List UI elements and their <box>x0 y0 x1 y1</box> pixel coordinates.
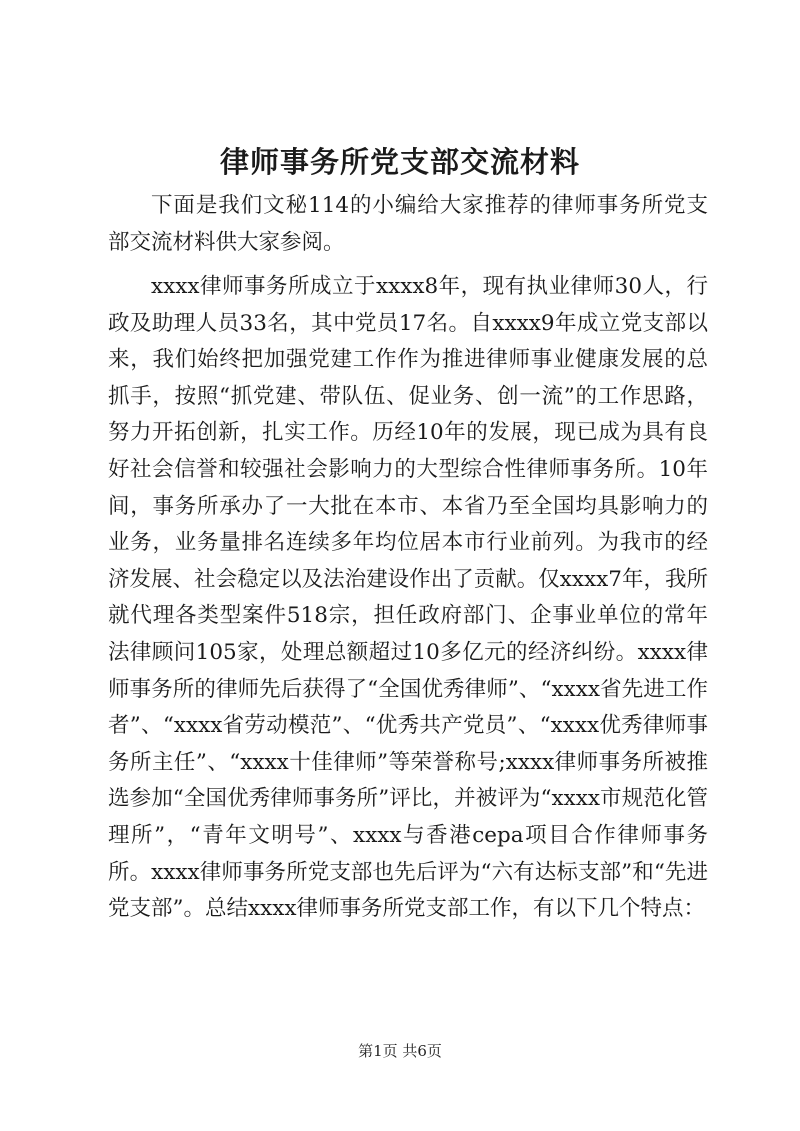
intro-paragraph-block <box>108 188 708 261</box>
page-footer: 第1页 共6页 <box>358 1042 442 1060</box>
document-title: 律师事务所党支部交流材料 <box>219 145 580 179</box>
main-paragraph-block <box>108 269 708 928</box>
intro-paragraph: 下面是我们文秘114的小编给大家推荐的律师事务所党支部交流材料供大家参阅。 <box>108 193 708 255</box>
main-paragraph: xxxx律师事务所成立于xxxx8年，现有执业律师30人，行政及助理人员33名，其中党员17名。自xxxx9年成立党支部以来，我们始终把加强党建工作作为推进律师事业健康发展的总抓手，按照“抓党建、带队伍、促业务、创一流”的工作思路，努力开拓创新，扎实工作。历经10年的发展，现已成为具有良好社会信誉和较强社会影响力的大型综合性律师事务所。10年间，事务所承办了一大批在本市、本省乃至全国均具影响力的业务，业务量排名连续多年均位居本市行业前列。为我市的经济发展、社会稳定以及法治建设作出了贡献。仅xxxx7年，我所就代理各类型案件518宗，担任政府部门、企事业单位的常年法律顾问105家，处理总额超过10多亿元的经济纠纷。xxxx律师事务所的律师先后获得了“全国优秀律师”、“xxxx省先进工作者”、“xxxx省劳动模范”、“优秀共产党员”、“xxxx优秀律师事务所主任”、“xxxx十佳律师”等荣誉称号;xxxx律师事务所被推选参加“全国优秀律师事务所”评比，并被评为“xxxx市规范化管理所”，“青年文明号”、xxxx与香港cepa项目合作律师事务所。xxxx律师事务所党支部也先后评为“六有达标支部”和“先进党支部”。总结xxxx律师事务所党支部工作，有以下几个特点： <box>108 274 708 922</box>
